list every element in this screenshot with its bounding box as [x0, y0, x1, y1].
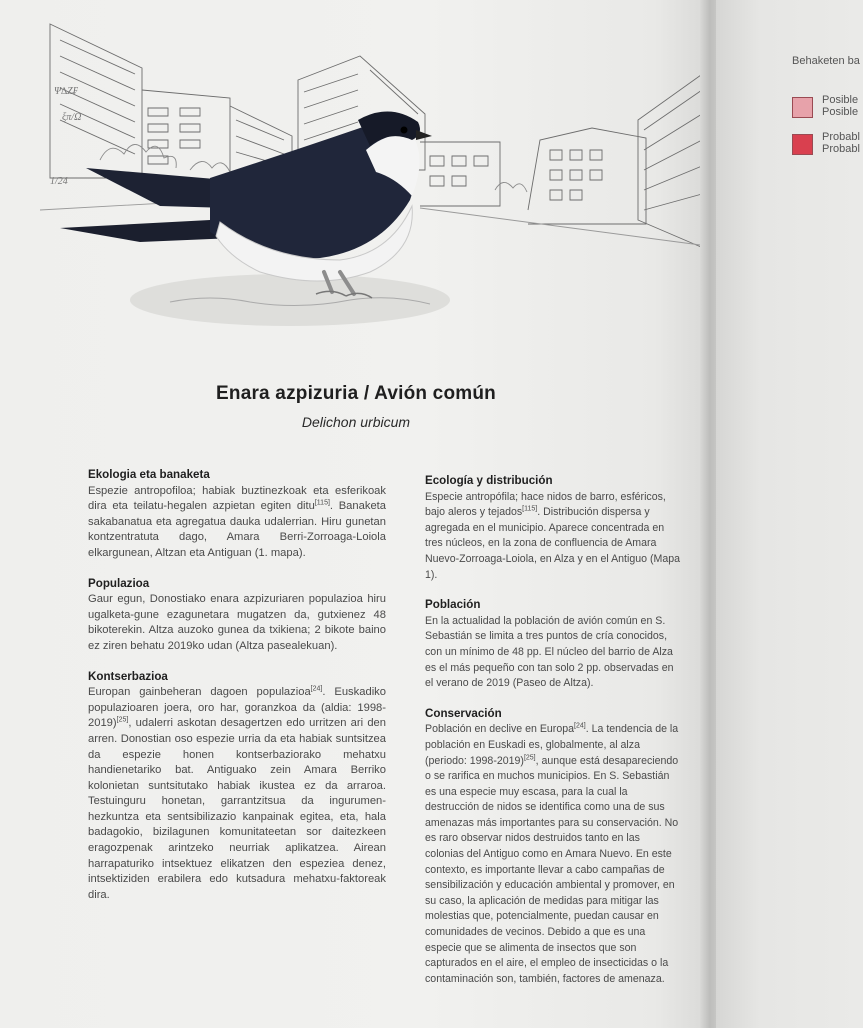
- legend-title: Behaketen ba: [792, 55, 860, 67]
- sketch-note-2: ξπ/Ω: [62, 112, 82, 123]
- sketch-note-3: 1/24: [50, 176, 68, 187]
- spanish-conservation-text: Población en declive en Europa[24]. La tendencia de la población en Euskadi es, globalmente, al alza (periodo: 1998-2019)[25], aunque está desapareciendo o se rarifica en muchos municipios. En S. Sebastián es una especie muy escasa, para la cual la destrucción de nidos se identifica como una de sus amenazas más importantes para su conservación. No es raro observar nidos destruidos tanto en las colonias del Antiguo como en Amara Nuevo. En este contexto, es importante llevar a cabo campañas de sensibilización y educación ambiental y promover, en su caso, la aplicación de medidas para mitigar las molestias que, potencialmente, puedan causar en comunidades de vecinos. Debido a que es una especie que se alimenta de insectos que son capturados en el aire, el empleo de insecticidas o la contaminación son, también, factores de amenaza.: [425, 722, 679, 985]
- citation: [115]: [522, 505, 538, 513]
- citation: [115]: [314, 499, 330, 507]
- legend-item-probable: Probabl Probabl: [822, 131, 860, 155]
- basque-population-text: Gaur egun, Donostiako enara azpizuriaren populazioa hiru ugalketa-gune ezagunetara mugatzen da, gutxienez 48 bikoterekin. Altza auzoko gunea da txikiena; 2 bikote baino ez ziren behatu 2019ko udan (Altza pasealekuan).: [88, 593, 386, 652]
- citation: [25]: [116, 716, 129, 724]
- citation: [24]: [310, 685, 323, 693]
- basque-conservation-text: Europan gainbeheran dagoen populazioa[24]. Euskadiko populazioaren joera, oro har, goranzkoa da (aldia: 1998-2019)[25], udalerri askotan desagertzen edo urritzen ari den arren. Donostian oso espezie urria da eta habiak suntsitzea da espezie honen kontserbaziorako mehatxu handienetariko bat. Antiguako zein Amara Berriko kolonietan suntsitutako habiak ikustea ez da arraroa. Testuinguru honetan, garrantzitsua da ingurumen-hezkuntza eta sentsibilizazio kanpainak egitea, eta, hala badagokio, bizilagunen komunitateetan sor daitezkeen eragozpenak arintzeko neurriak aplikatzea. Airean harrapaturiko intsektuez elikatzen den espeziea denez, intsektiziden erabilera edo kutsadura mehatxu-faktoreak dira.: [88, 685, 386, 901]
- basque-ecology-heading: Ekologia eta banaketa: [88, 468, 210, 481]
- basque-population-heading: Populazioa: [88, 576, 150, 590]
- species-title: Enara azpizuria / Avión común: [216, 383, 496, 404]
- legend-swatch-probable: [792, 134, 813, 155]
- basque-column: [88, 467, 386, 917]
- spanish-population-heading: Población: [425, 598, 481, 612]
- scientific-name: Delichon urbicum: [301, 414, 411, 430]
- spanish-conservation-heading: Conservación: [425, 706, 502, 720]
- spanish-column: [425, 473, 680, 1001]
- swallow-illustration: [40, 10, 712, 340]
- citation: [24]: [574, 722, 586, 730]
- basque-conservation-heading: Kontserbazioa: [88, 669, 168, 683]
- legend-swatch-possible: [792, 97, 813, 118]
- spanish-population-text: En la actualidad la población de avión común en S. Sebastián se limita a tres puntos de cría conocidos, con un mínimo de 48 pp. El núcleo del barrio de Alza es el más pequeño con tan solo 2 pp. observadas en el verano de 2019 (Paseo de Altza).: [425, 614, 674, 690]
- spanish-ecology-heading: Ecología y distribución: [425, 474, 553, 487]
- citation: [25]: [523, 753, 536, 761]
- basque-ecology-text: Espezie antropofiloa; habiak buztinezkoak eta esferikoak dira eta teilatu-hegalen azpietan egiten ditu[115]. Banaketa sakabanatua eta agregatua dauka udalerrian. Hiru gunetan kontzentratuta dago, Amara Berri-Zorroaga-Loiola elkargunean, Altzan eta Antiguan (1. mapa).: [88, 484, 386, 559]
- legend-item-possible: Posible Posible: [822, 94, 859, 118]
- sketch-note-1: Ψ∆Ζ₣: [54, 86, 78, 97]
- spanish-ecology-text: Especie antropófila; hace nidos de barro, esféricos, bajo aleros y tejados[115]. Distribución dispersa y agregada en el municipio. Aparece concentrada en tres núcleos, en la zona de confluencia de Amara Nuevo-Zorroaga-Loiola, en Alza y en el Antiguo (Mapa 1).: [425, 490, 680, 581]
